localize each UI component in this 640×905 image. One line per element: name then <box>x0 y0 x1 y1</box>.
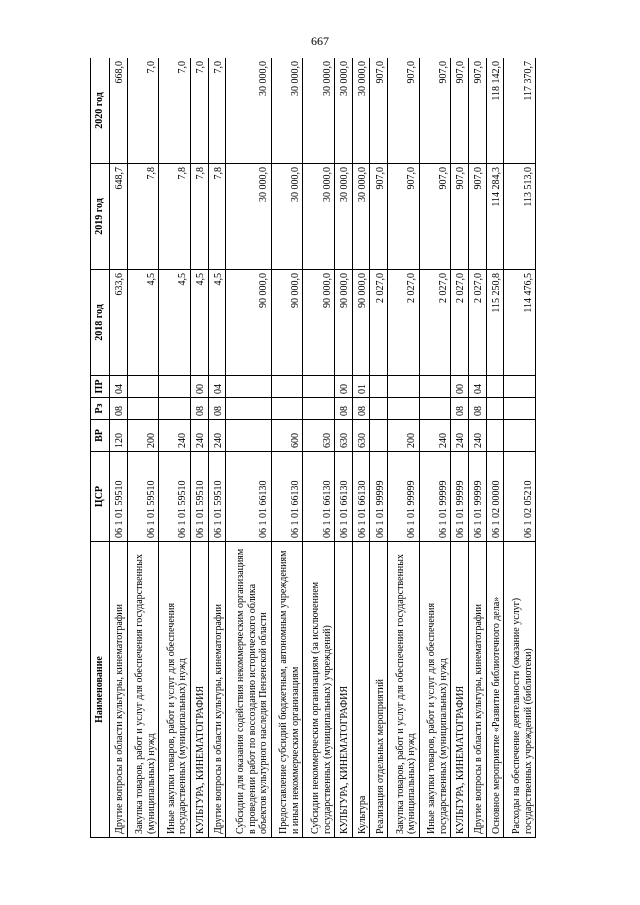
cell-vr: 630 <box>335 420 353 452</box>
cell-2018: 2 027,0 <box>468 270 486 376</box>
cell-pr <box>504 376 536 398</box>
cell-2018: 2 027,0 <box>370 270 388 376</box>
table-row <box>486 58 504 838</box>
table-row <box>226 58 272 838</box>
cell-pr: 04 <box>208 376 226 398</box>
cell-name: Закупка товаров, работ и услуг для обеспечения государственных (муниципальных) нужд <box>127 542 159 838</box>
budget-table <box>90 58 536 838</box>
cell-2018: 4,5 <box>190 270 208 376</box>
cell-name: Реализация отдельных мероприятий <box>370 542 388 838</box>
cell-2018: 4,5 <box>208 270 226 376</box>
cell-rz: 08 <box>451 398 469 420</box>
cell-2019: 7,8 <box>190 164 208 270</box>
cell-2020: 30 000,0 <box>335 58 353 164</box>
cell-2020: 30 000,0 <box>226 58 272 164</box>
cell-2018: 633,6 <box>110 270 128 376</box>
cell-2018: 4,5 <box>127 270 159 376</box>
header-vr: ВР <box>91 420 110 452</box>
cell-vr <box>504 420 536 452</box>
cell-name: Основное мероприятие «Развитие библиотечного дела» <box>486 542 504 838</box>
table-row <box>303 58 335 838</box>
cell-2019: 7,8 <box>159 164 191 270</box>
table-row <box>190 58 208 838</box>
header-pr: ПР <box>91 376 110 398</box>
cell-pr <box>226 376 272 398</box>
cell-csr: 06 1 01 99999 <box>451 452 469 542</box>
cell-name: Иные закупки товаров, работ и услуг для обеспечения государственных (муниципальных) нужд <box>159 542 191 838</box>
table-row <box>352 58 370 838</box>
cell-vr: 630 <box>303 420 335 452</box>
cell-2020: 907,0 <box>419 58 451 164</box>
cell-vr <box>486 420 504 452</box>
cell-name: Субсидии некоммерческим организациям (за исключением государственных (муниципальных) учреждений) <box>303 542 335 838</box>
cell-name: Расходы на обеспечение деятельности (оказание услуг) государственных учреждений (библиотеки) <box>504 542 536 838</box>
cell-rz: 08 <box>352 398 370 420</box>
cell-name: КУЛЬТУРА, КИНЕМАТОГРАФИЯ <box>451 542 469 838</box>
cell-csr: 06 1 01 99999 <box>419 452 451 542</box>
cell-name: Субсидии для оказания содействия некоммерческим организациям в проведении работ по воссозданию исторического облика объектов культурного наследия Пензенской области <box>226 542 272 838</box>
cell-2019: 7,8 <box>127 164 159 270</box>
cell-csr: 06 1 01 99999 <box>370 452 388 542</box>
cell-rz <box>127 398 159 420</box>
cell-vr: 600 <box>271 420 303 452</box>
table-row <box>468 58 486 838</box>
table-row <box>451 58 469 838</box>
cell-2019: 30 000,0 <box>271 164 303 270</box>
cell-rz: 08 <box>208 398 226 420</box>
cell-vr: 240 <box>468 420 486 452</box>
header-name: Наименование <box>91 542 110 838</box>
table-row <box>208 58 226 838</box>
cell-name: Культура <box>352 542 370 838</box>
cell-2020: 907,0 <box>370 58 388 164</box>
budget-table-container <box>90 58 536 838</box>
cell-pr <box>370 376 388 398</box>
cell-vr: 200 <box>388 420 420 452</box>
cell-2018: 90 000,0 <box>271 270 303 376</box>
cell-2020: 7,0 <box>190 58 208 164</box>
cell-2019: 30 000,0 <box>335 164 353 270</box>
table-body <box>110 58 536 838</box>
table-row <box>370 58 388 838</box>
cell-rz: 08 <box>468 398 486 420</box>
cell-2018: 90 000,0 <box>226 270 272 376</box>
cell-rz <box>504 398 536 420</box>
cell-name: Другие вопросы в области культуры, кинематографии <box>110 542 128 838</box>
cell-rz: 08 <box>335 398 353 420</box>
header-csr: ЦСР <box>91 452 110 542</box>
cell-csr: 06 1 01 66130 <box>226 452 272 542</box>
cell-rz: 08 <box>190 398 208 420</box>
table-row <box>271 58 303 838</box>
cell-vr: 240 <box>451 420 469 452</box>
cell-pr: 04 <box>468 376 486 398</box>
cell-2019: 30 000,0 <box>226 164 272 270</box>
cell-rz <box>486 398 504 420</box>
cell-2019: 907,0 <box>468 164 486 270</box>
table-row <box>388 58 420 838</box>
header-2020: 2020 год <box>91 58 110 164</box>
cell-pr <box>271 376 303 398</box>
table-row <box>504 58 536 838</box>
cell-2020: 117 370,7 <box>504 58 536 164</box>
cell-pr: 00 <box>335 376 353 398</box>
cell-csr: 06 1 01 99999 <box>468 452 486 542</box>
cell-csr: 06 1 01 59510 <box>110 452 128 542</box>
cell-2019: 907,0 <box>419 164 451 270</box>
cell-2020: 30 000,0 <box>352 58 370 164</box>
cell-2020: 30 000,0 <box>303 58 335 164</box>
cell-rz: 08 <box>110 398 128 420</box>
cell-rz <box>303 398 335 420</box>
page-number: 667 <box>311 34 329 48</box>
cell-2020: 7,0 <box>208 58 226 164</box>
cell-pr: 04 <box>110 376 128 398</box>
cell-pr <box>388 376 420 398</box>
cell-2018: 115 250,8 <box>486 270 504 376</box>
cell-2020: 30 000,0 <box>271 58 303 164</box>
table-row <box>159 58 191 838</box>
cell-2019: 113 513,0 <box>504 164 536 270</box>
cell-name: КУЛЬТУРА, КИНЕМАТОГРАФИЯ <box>335 542 353 838</box>
cell-2020: 118 142,0 <box>486 58 504 164</box>
cell-csr: 06 1 01 99999 <box>388 452 420 542</box>
cell-vr: 240 <box>159 420 191 452</box>
cell-rz <box>419 398 451 420</box>
cell-csr: 06 1 01 66130 <box>271 452 303 542</box>
table-row <box>110 58 128 838</box>
cell-vr: 630 <box>352 420 370 452</box>
cell-2018: 90 000,0 <box>352 270 370 376</box>
header-2019: 2019 год <box>91 164 110 270</box>
cell-2020: 907,0 <box>388 58 420 164</box>
cell-csr: 06 1 01 59510 <box>159 452 191 542</box>
cell-2018: 2 027,0 <box>451 270 469 376</box>
cell-name: Предоставление субсидий бюджетным, автономным учреждениям и иным некоммерческим организациям <box>271 542 303 838</box>
cell-2020: 7,0 <box>159 58 191 164</box>
cell-2019: 907,0 <box>451 164 469 270</box>
cell-vr: 120 <box>110 420 128 452</box>
cell-csr: 06 1 02 05210 <box>504 452 536 542</box>
table-row <box>127 58 159 838</box>
cell-csr: 06 1 01 66130 <box>303 452 335 542</box>
cell-2019: 30 000,0 <box>303 164 335 270</box>
cell-pr <box>419 376 451 398</box>
cell-vr: 240 <box>190 420 208 452</box>
cell-rz <box>271 398 303 420</box>
cell-2020: 668,0 <box>110 58 128 164</box>
cell-rz <box>226 398 272 420</box>
cell-2018: 2 027,0 <box>419 270 451 376</box>
cell-2019: 114 284,3 <box>486 164 504 270</box>
cell-pr: 01 <box>352 376 370 398</box>
header-2018: 2018 год <box>91 270 110 376</box>
cell-csr: 06 1 01 59510 <box>190 452 208 542</box>
cell-vr: 200 <box>127 420 159 452</box>
cell-2019: 30 000,0 <box>352 164 370 270</box>
cell-2020: 7,0 <box>127 58 159 164</box>
cell-csr: 06 1 02 00000 <box>486 452 504 542</box>
cell-2020: 907,0 <box>451 58 469 164</box>
cell-vr <box>370 420 388 452</box>
cell-2019: 907,0 <box>388 164 420 270</box>
cell-2020: 907,0 <box>468 58 486 164</box>
cell-pr <box>486 376 504 398</box>
table-header-row <box>91 58 110 838</box>
cell-2018: 114 476,5 <box>504 270 536 376</box>
header-rz: Рз <box>91 398 110 420</box>
cell-2018: 2 027,0 <box>388 270 420 376</box>
cell-rz <box>370 398 388 420</box>
cell-name: КУЛЬТУРА, КИНЕМАТОГРАФИЯ <box>190 542 208 838</box>
cell-csr: 06 1 01 59510 <box>127 452 159 542</box>
cell-vr: 240 <box>419 420 451 452</box>
table-row <box>335 58 353 838</box>
cell-pr: 00 <box>451 376 469 398</box>
cell-name: Другие вопросы в области культуры, кинематографии <box>468 542 486 838</box>
cell-name: Закупка товаров, работ и услуг для обеспечения государственных (муниципальных) нужд <box>388 542 420 838</box>
cell-pr <box>127 376 159 398</box>
cell-vr <box>226 420 272 452</box>
cell-2018: 90 000,0 <box>303 270 335 376</box>
cell-2018: 4,5 <box>159 270 191 376</box>
cell-rz <box>159 398 191 420</box>
cell-csr: 06 1 01 59510 <box>208 452 226 542</box>
cell-csr: 06 1 01 66130 <box>352 452 370 542</box>
cell-name: Другие вопросы в области культуры, кинематографии <box>208 542 226 838</box>
cell-rz <box>388 398 420 420</box>
cell-pr <box>303 376 335 398</box>
cell-pr <box>159 376 191 398</box>
cell-pr: 00 <box>190 376 208 398</box>
cell-2019: 907,0 <box>370 164 388 270</box>
cell-csr: 06 1 01 66130 <box>335 452 353 542</box>
cell-2019: 7,8 <box>208 164 226 270</box>
cell-2019: 648,7 <box>110 164 128 270</box>
cell-vr: 240 <box>208 420 226 452</box>
cell-2018: 90 000,0 <box>335 270 353 376</box>
table-row <box>419 58 451 838</box>
cell-name: Иные закупки товаров, работ и услуг для обеспечения государственных (муниципальных) нужд <box>419 542 451 838</box>
